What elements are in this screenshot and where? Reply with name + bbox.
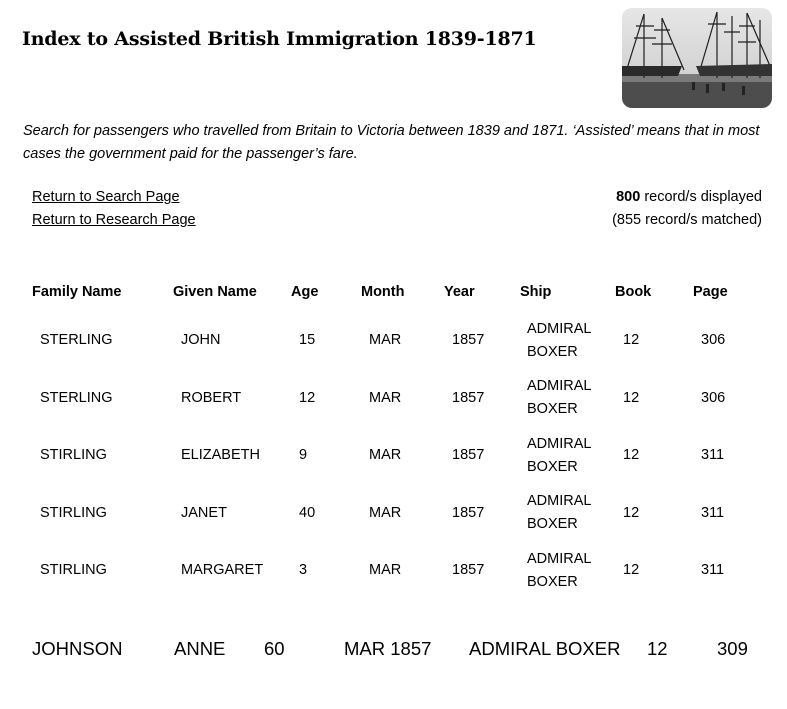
ship-line-2: BOXER — [527, 573, 578, 590]
book-cell: 12 — [623, 505, 640, 521]
extra-family-name: JOHNSON — [32, 638, 123, 659]
records-matched: (855 record/s matched) — [612, 212, 762, 228]
page-title: Index to Assisted British Immigration 1839-1871 — [22, 28, 537, 50]
page-cell: 306 — [701, 390, 726, 406]
header-age: Age — [291, 284, 319, 300]
given-name-cell: ROBERT — [181, 390, 242, 406]
ship-line-1: ADMIRAL — [527, 378, 592, 394]
ship-line-1: ADMIRAL — [527, 493, 592, 509]
extra-ship: ADMIRAL BOXER — [469, 638, 621, 659]
page-cell: 311 — [701, 447, 725, 463]
ship-cell — [527, 548, 607, 593]
age-cell: 40 — [299, 505, 316, 521]
year-cell: 1857 — [452, 562, 485, 578]
book-cell: 12 — [623, 332, 640, 348]
month-cell: MAR — [369, 390, 402, 406]
extra-month-year: MAR 1857 — [344, 638, 432, 659]
extra-book: 12 — [647, 638, 668, 659]
ship-cell — [527, 375, 607, 420]
extra-age: 60 — [264, 638, 285, 659]
month-cell: MAR — [369, 562, 402, 578]
month-cell: MAR — [369, 505, 402, 521]
year-cell: 1857 — [452, 332, 485, 348]
family-name-cell: STIRLING — [40, 505, 107, 521]
month-cell: MAR — [369, 332, 402, 348]
ship-line-2: BOXER — [527, 400, 578, 417]
header-family-name: Family Name — [32, 284, 122, 300]
book-cell: 12 — [623, 447, 640, 463]
return-to-search-link[interactable]: Return to Search Page — [32, 189, 180, 205]
page-cell: 311 — [701, 505, 725, 521]
harbour-image-icon — [622, 8, 772, 108]
ship-cell — [527, 490, 607, 535]
given-name-cell: ELIZABETH — [181, 447, 260, 463]
age-cell: 3 — [299, 562, 308, 578]
ship-line-1: ADMIRAL — [527, 436, 592, 452]
header-given-name: Given Name — [173, 284, 257, 300]
ship-line-1: ADMIRAL — [527, 321, 592, 337]
given-name-cell: MARGARET — [181, 562, 264, 578]
return-to-research-link[interactable]: Return to Research Page — [32, 212, 196, 228]
nav-links — [32, 186, 196, 232]
family-name-cell: STERLING — [40, 390, 113, 406]
family-name-cell: STERLING — [40, 332, 113, 348]
given-name-cell: JOHN — [181, 332, 221, 348]
ship-line-2: BOXER — [527, 343, 578, 360]
ship-line-2: BOXER — [527, 515, 578, 532]
displayed-suffix: record/s displayed — [640, 189, 762, 205]
given-name-cell: JANET — [181, 505, 227, 521]
ship-line-1: ADMIRAL — [527, 551, 592, 567]
book-cell: 12 — [623, 390, 640, 406]
age-cell: 12 — [299, 390, 316, 406]
ship-line-2: BOXER — [527, 458, 578, 475]
ship-cell — [527, 318, 607, 363]
records-displayed — [612, 186, 762, 209]
ship-cell — [527, 433, 607, 478]
year-cell: 1857 — [452, 505, 485, 521]
month-cell: MAR — [369, 447, 402, 463]
header-ship: Ship — [520, 284, 552, 300]
page-cell: 311 — [701, 562, 725, 578]
book-cell: 12 — [623, 562, 640, 578]
intro-text: Search for passengers who travelled from Britain to Victoria between 1839 and 1871. ‘Assisted’ means that in most cases the government paid for the passenger’s fare. — [23, 123, 760, 162]
header-year: Year — [444, 284, 475, 300]
header-page: Page — [693, 284, 728, 300]
page-cell: 306 — [701, 332, 726, 348]
record-counts — [612, 186, 762, 232]
extra-page: 309 — [717, 638, 748, 659]
header-book: Book — [615, 284, 652, 300]
family-name-cell: STIRLING — [40, 562, 107, 578]
header-month: Month — [361, 284, 405, 300]
displayed-count: 800 — [616, 189, 641, 205]
year-cell: 1857 — [452, 390, 485, 406]
family-name-cell: STIRLING — [40, 447, 107, 463]
age-cell: 9 — [299, 447, 308, 463]
age-cell: 15 — [299, 332, 316, 348]
year-cell: 1857 — [452, 447, 485, 463]
ships-in-harbour-photo — [622, 8, 772, 108]
extra-given-name: ANNE — [174, 638, 226, 659]
